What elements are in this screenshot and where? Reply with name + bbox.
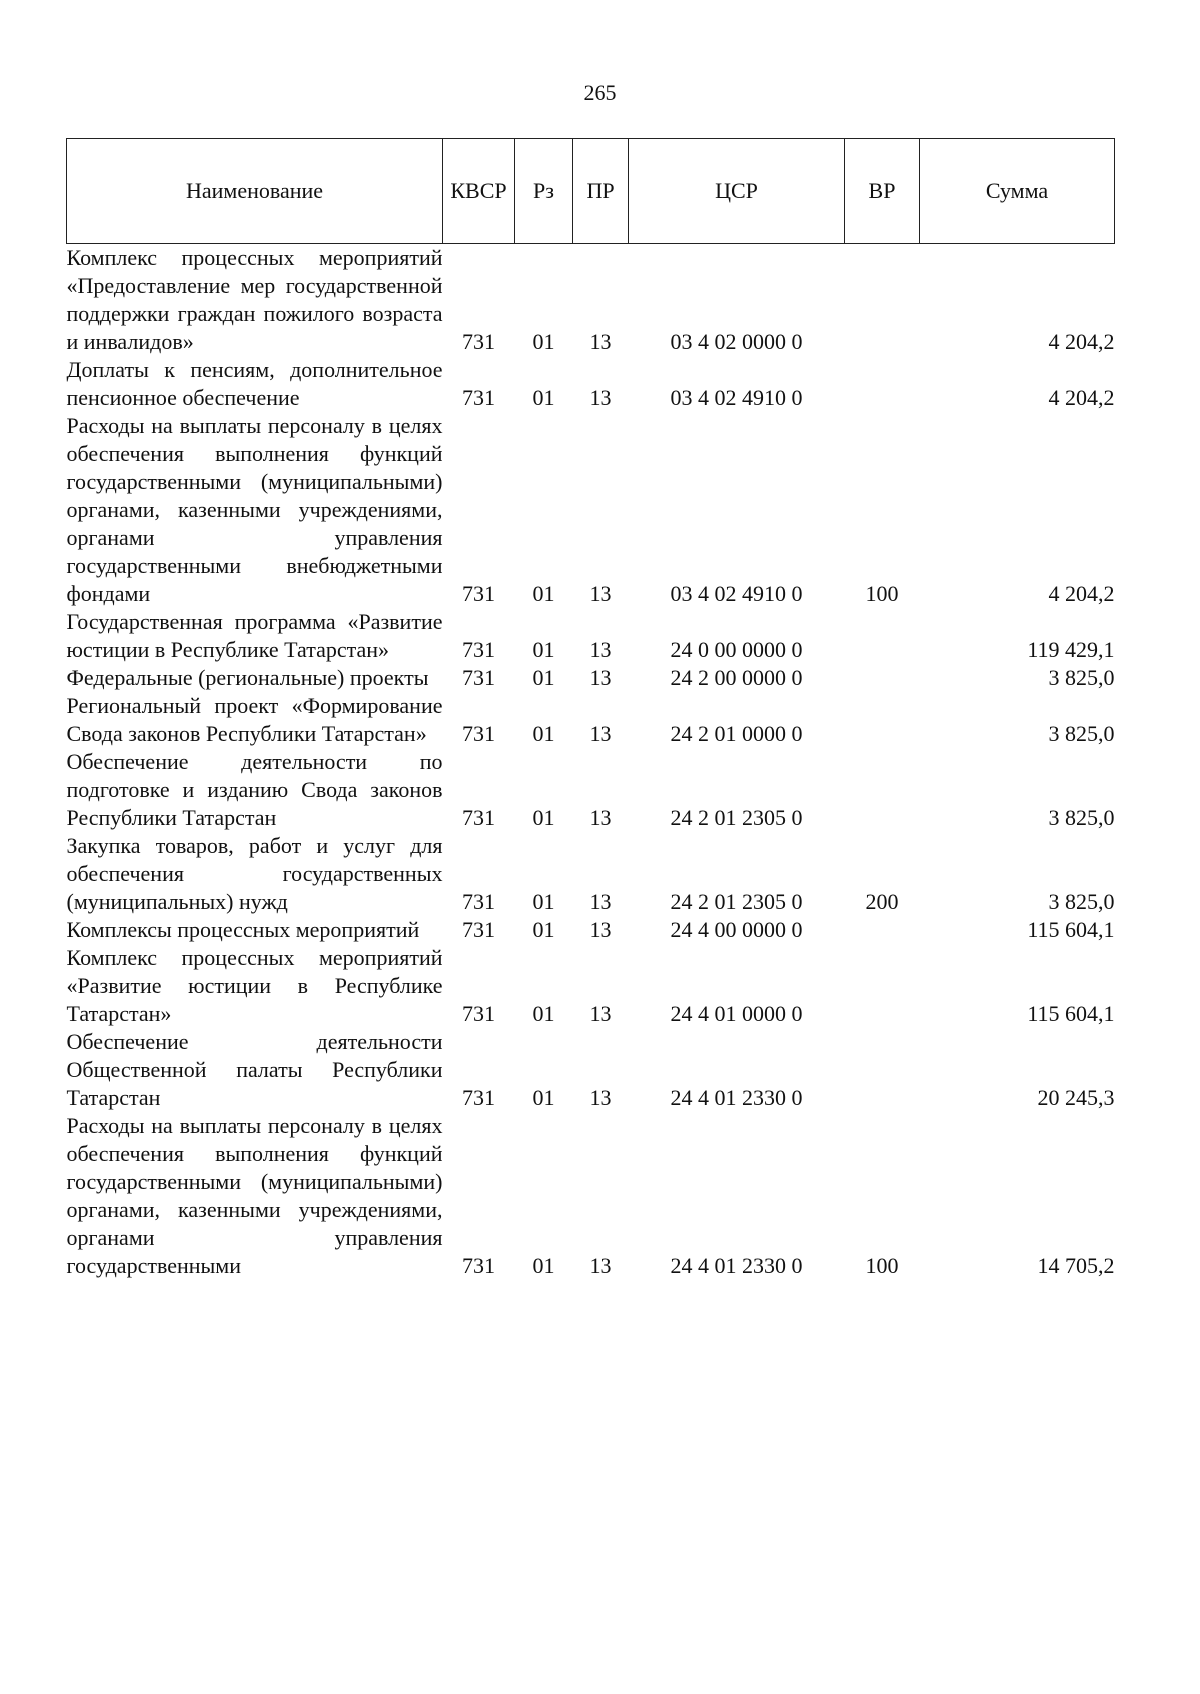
cell-kvsr: 731 — [462, 665, 495, 690]
cell-kvsr: 731 — [462, 917, 495, 942]
cell-name: Обеспечение деятельности Общественной палаты Республики Татарстан — [66, 1029, 443, 1110]
cell-csr: 03 4 02 0000 0 — [670, 329, 803, 354]
cell-kvsr: 731 — [462, 1001, 495, 1026]
cell-pr: 13 — [589, 329, 612, 354]
cell-vr: 100 — [865, 581, 899, 606]
cell-name: Комплексы процессных мероприятий — [66, 917, 420, 942]
column-header-pr: ПР — [573, 139, 629, 244]
table-row — [67, 1028, 1115, 1112]
cell-rz: 01 — [532, 637, 555, 662]
cell-sum: 115 604,1 — [1027, 1001, 1115, 1026]
cell-kvsr: 731 — [462, 721, 495, 746]
cell-sum: 3 825,0 — [1048, 889, 1115, 914]
cell-kvsr: 731 — [462, 385, 495, 410]
cell-pr: 13 — [589, 385, 612, 410]
cell-pr: 13 — [589, 917, 612, 942]
table-row — [67, 748, 1115, 832]
cell-csr: 03 4 02 4910 0 — [670, 581, 803, 606]
cell-vr — [845, 916, 920, 944]
cell-name: Обеспечение деятельности по подготовке и изданию Свода законов Республики Татарстан — [66, 749, 443, 830]
cell-vr — [845, 944, 920, 1028]
cell-vr — [845, 692, 920, 748]
cell-name: Комплекс процессных мероприятий «Развитие юстиции в Республике Татарстан» — [66, 945, 443, 1026]
cell-name: Расходы на выплаты персоналу в целях обеспечения выполнения функций государственными (муниципальными) органами, казенными учреждениями, органами управления государственными внебюджетными фондами — [66, 413, 443, 606]
cell-csr: 24 4 01 0000 0 — [670, 1001, 803, 1026]
cell-sum: 14 705,2 — [1037, 1253, 1115, 1278]
cell-name: Закупка товаров, работ и услуг для обеспечения государственных (муниципальных) нужд — [66, 833, 443, 914]
cell-csr: 24 4 01 2330 0 — [670, 1085, 803, 1110]
cell-rz: 01 — [532, 721, 555, 746]
cell-sum: 4 204,2 — [1048, 329, 1115, 354]
cell-vr — [845, 608, 920, 664]
cell-sum: 119 429,1 — [1027, 637, 1115, 662]
table-header-row — [67, 139, 1115, 244]
cell-vr — [845, 356, 920, 412]
cell-vr — [845, 748, 920, 832]
cell-rz: 01 — [532, 1085, 555, 1110]
cell-rz: 01 — [532, 385, 555, 410]
cell-pr: 13 — [589, 889, 612, 914]
table-row — [67, 356, 1115, 412]
cell-kvsr: 731 — [462, 637, 495, 662]
cell-rz: 01 — [532, 1001, 555, 1026]
cell-vr — [845, 244, 920, 357]
cell-kvsr: 731 — [462, 329, 495, 354]
table-row — [67, 664, 1115, 692]
column-header-vr: ВР — [845, 139, 920, 244]
table-row — [67, 608, 1115, 664]
column-header-rz: Рз — [515, 139, 573, 244]
cell-pr: 13 — [589, 1085, 612, 1110]
cell-rz: 01 — [532, 581, 555, 606]
cell-name: Доплаты к пенсиям, дополнительное пенсионное обеспечение — [66, 357, 443, 410]
cell-name: Федеральные (региональные) проекты — [66, 665, 429, 690]
table-body — [67, 244, 1115, 1281]
cell-csr: 24 2 01 2305 0 — [670, 805, 803, 830]
cell-sum: 3 825,0 — [1048, 721, 1115, 746]
column-header-name: Наименование — [67, 139, 443, 244]
cell-vr: 100 — [865, 1253, 899, 1278]
cell-csr: 24 4 00 0000 0 — [670, 917, 803, 942]
cell-rz: 01 — [532, 889, 555, 914]
cell-pr: 13 — [589, 805, 612, 830]
cell-sum: 20 245,3 — [1037, 1085, 1115, 1110]
cell-vr — [845, 664, 920, 692]
cell-rz: 01 — [532, 917, 555, 942]
cell-csr: 24 2 01 2305 0 — [670, 889, 803, 914]
cell-sum: 4 204,2 — [1048, 385, 1115, 410]
budget-table — [66, 138, 1115, 1280]
cell-kvsr: 731 — [462, 889, 495, 914]
cell-sum: 4 204,2 — [1048, 581, 1115, 606]
table-row — [67, 244, 1115, 357]
cell-kvsr: 731 — [462, 581, 495, 606]
cell-vr: 200 — [865, 889, 899, 914]
table-row — [67, 944, 1115, 1028]
cell-pr: 13 — [589, 721, 612, 746]
cell-name: Региональный проект «Формирование Свода законов Республики Татарстан» — [66, 693, 443, 746]
cell-pr: 13 — [589, 1001, 612, 1026]
cell-csr: 03 4 02 4910 0 — [670, 385, 803, 410]
cell-sum: 3 825,0 — [1048, 805, 1115, 830]
column-header-kvsr: КВСР — [443, 139, 515, 244]
cell-vr — [845, 1028, 920, 1112]
table-row — [67, 916, 1115, 944]
cell-csr: 24 0 00 0000 0 — [670, 637, 803, 662]
column-header-csr: ЦСР — [629, 139, 845, 244]
cell-name: Государственная программа «Развитие юстиции в Республике Татарстан» — [66, 609, 443, 662]
cell-csr: 24 2 01 0000 0 — [670, 721, 803, 746]
cell-pr: 13 — [589, 665, 612, 690]
cell-csr: 24 4 01 2330 0 — [670, 1253, 803, 1278]
cell-rz: 01 — [532, 329, 555, 354]
cell-rz: 01 — [532, 805, 555, 830]
cell-name: Комплекс процессных мероприятий «Предоставление мер государственной поддержки граждан пожилого возраста и инвалидов» — [66, 245, 443, 354]
page-number: 265 — [583, 80, 617, 105]
cell-csr: 24 2 00 0000 0 — [670, 665, 803, 690]
table-row — [67, 412, 1115, 608]
cell-rz: 01 — [532, 665, 555, 690]
cell-kvsr: 731 — [462, 805, 495, 830]
table-row — [67, 832, 1115, 916]
cell-sum: 115 604,1 — [1027, 917, 1115, 942]
cell-pr: 13 — [589, 581, 612, 606]
cell-pr: 13 — [589, 637, 612, 662]
table-row — [67, 1112, 1115, 1280]
cell-kvsr: 731 — [462, 1085, 495, 1110]
cell-name: Расходы на выплаты персоналу в целях обеспечения выполнения функций государственными (муниципальными) органами, казенными учреждениями, органами управления государственными — [66, 1113, 443, 1278]
cell-sum: 3 825,0 — [1048, 665, 1115, 690]
cell-pr: 13 — [589, 1253, 612, 1278]
column-header-sum: Сумма — [920, 139, 1115, 244]
table-row — [67, 692, 1115, 748]
cell-rz: 01 — [532, 1253, 555, 1278]
cell-kvsr: 731 — [462, 1253, 495, 1278]
